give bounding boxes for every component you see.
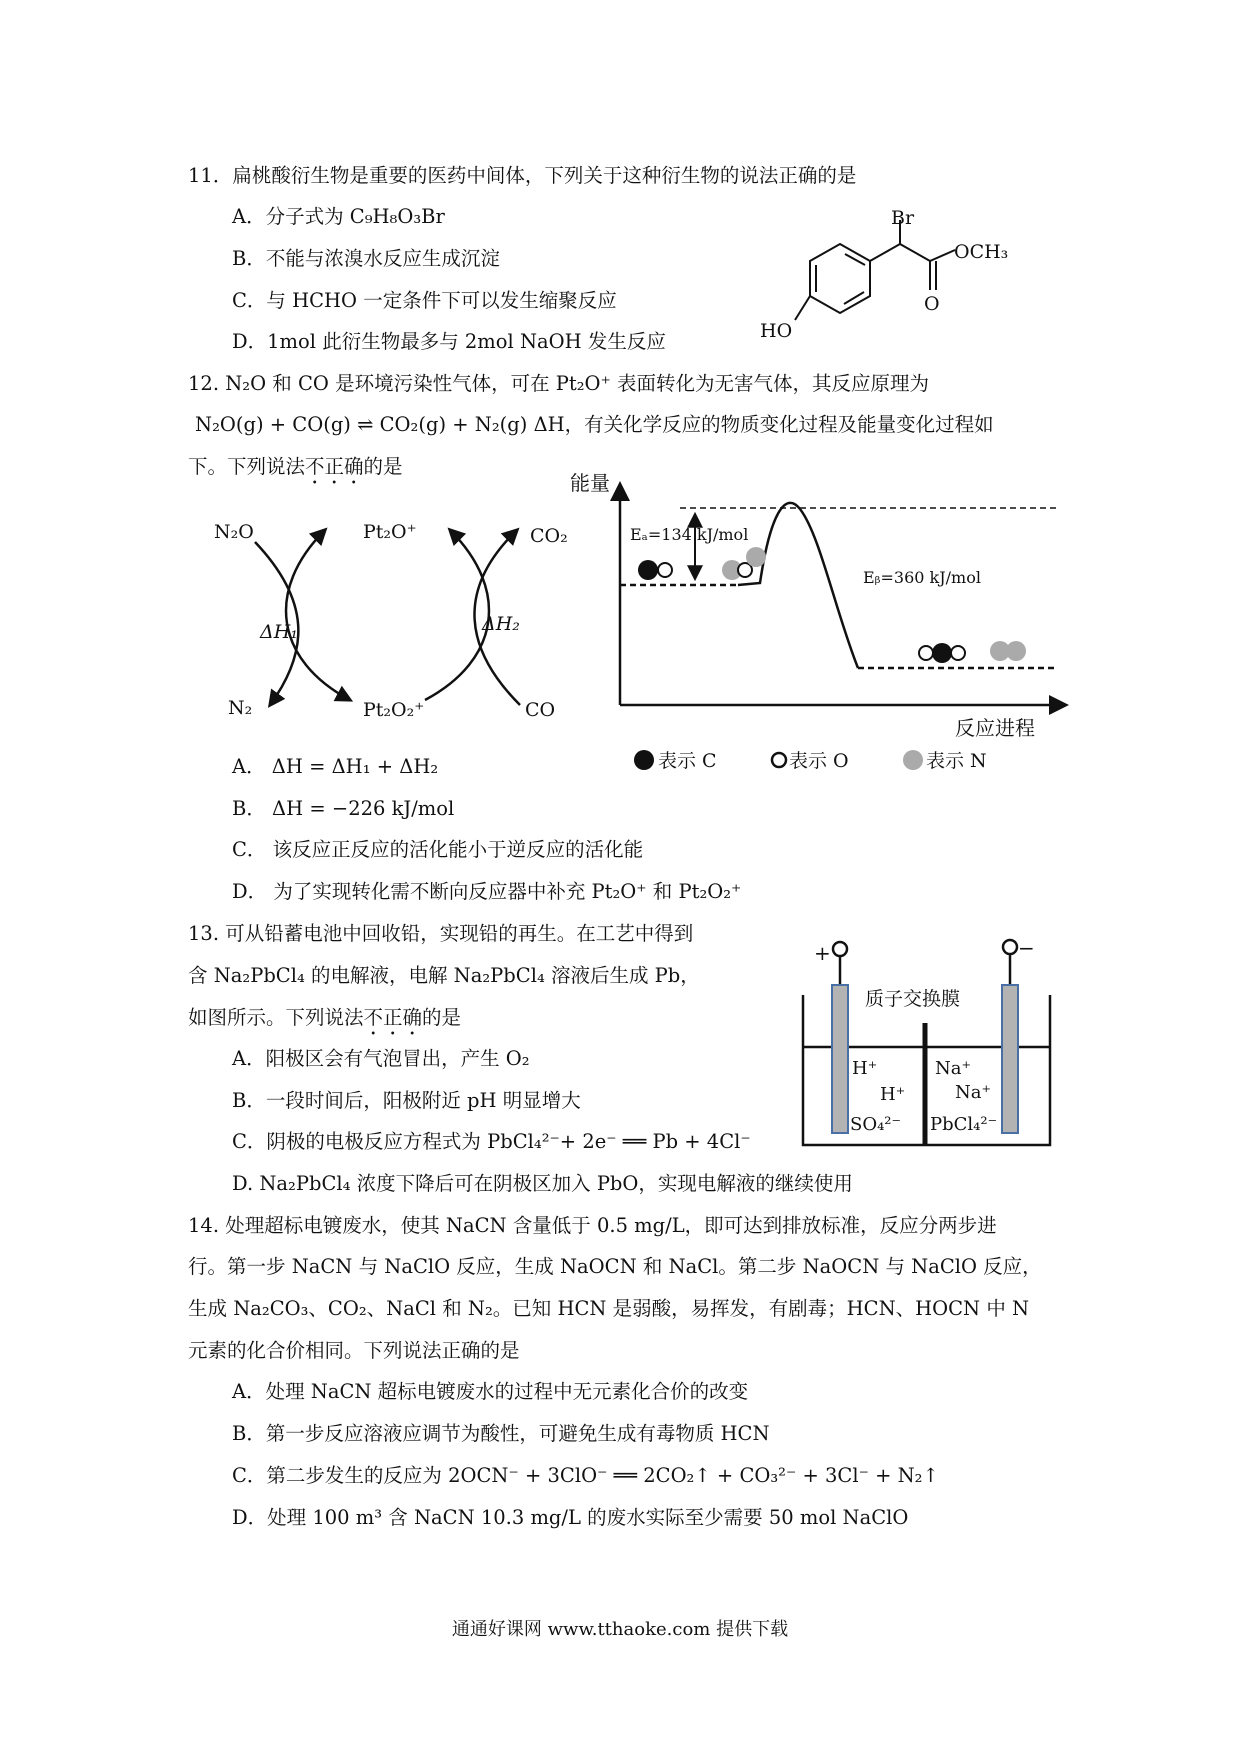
cycle-n2-label: N₂ <box>228 697 253 719</box>
cycle-dh1-label: ΔH₁ <box>260 621 298 643</box>
q11-stem: 11．扁桃酸衍生物是重要的医药中间体，下列关于这种衍生物的说法正确的是 <box>188 164 857 187</box>
structure-o-label: O <box>924 293 940 315</box>
q11-option-b: B．不能与浓溴水反应生成沉淀 <box>232 247 500 270</box>
anode-terminal <box>833 942 847 956</box>
molecule-n2o-o <box>738 563 752 577</box>
q14-stem-line1: 14. 处理超标电镀废水，使其 NaCN 含量低于 0.5 mg/L，即可达到排放标准，反应分两步进 <box>188 1214 997 1237</box>
cathode-terminal <box>1003 940 1017 954</box>
anode-plus-sign: + <box>814 941 831 965</box>
cathode-minus-sign: − <box>1018 936 1035 960</box>
q12-equation-line: N₂O(g) + CO(g) ⇌ CO₂(g) + N₂(g) ΔH，有关化学反应的物质变化过程及能量变化过程如 <box>195 413 994 436</box>
q13-stem-line2: 含 Na₂PbCl₄ 的电解液，电解 Na₂PbCl₄ 溶液后生成 Pb， <box>188 964 700 987</box>
q13-stem-line3: 如图所示。下列说法不正确的是 <box>188 1006 462 1029</box>
membrane-label: 质子交换膜 <box>865 988 961 1010</box>
legend-o-marker <box>772 753 786 767</box>
legend-c-marker <box>634 750 654 770</box>
q13-electrolysis-cell <box>800 935 1060 1150</box>
legend-c-label: 表示 C <box>658 750 717 772</box>
q11-structure-diagram <box>750 207 1030 350</box>
molecule-n2-n2 <box>1006 641 1026 661</box>
q14-option-a: A．处理 NaCN 超标电镀废水的过程中无元素化合价的改变 <box>232 1380 749 1403</box>
legend-n-marker <box>903 750 923 770</box>
q13-option-c: C．阴极的电极反应方程式为 PbCl₄²⁻+ 2e⁻ ══ Pb + 4Cl⁻ <box>232 1130 751 1153</box>
ion-h-1: H⁺ <box>852 1058 878 1079</box>
q14-option-d: D．处理 100 m³ 含 NaCN 10.3 mg/L 的废水实际至少需要 50 mol NaClO <box>232 1506 909 1529</box>
q12-emphasis-not-correct: 不正确 <box>305 455 364 478</box>
q14-stem-line2: 行。第一步 NaCN 与 NaClO 反应，生成 NaOCN 和 NaCl。第二步 NaOCN 与 NaClO 反应， <box>188 1255 1042 1278</box>
cycle-pt2o-label: Pt₂O⁺ <box>363 521 417 543</box>
cycle-n2o-label: N₂O <box>214 521 254 543</box>
q14-option-c: C．第二步发生的反应为 2OCN⁻ + 3ClO⁻ ══ 2CO₂↑ + CO₃²⁻ + 3Cl⁻ + N₂↑ <box>232 1464 939 1487</box>
structure-ho-label: HO <box>760 320 793 342</box>
structure-och3-label: OCH₃ <box>954 241 1009 263</box>
cycle-co2-label: CO₂ <box>530 525 568 547</box>
q14-option-b: B．第一步反应溶液应调节为酸性，可避免生成有毒物质 HCN <box>232 1422 770 1445</box>
q13-stem-line1: 13. 可从铅蓄电池中回收铅，实现铅的再生。在工艺中得到 <box>188 922 694 945</box>
q12-option-a: A． ΔH = ΔH₁ + ΔH₂ <box>232 755 439 778</box>
ion-so4: SO₄²⁻ <box>850 1114 902 1135</box>
q12-stem-line1: 12. N₂O 和 CO 是环境污染性气体，可在 Pt₂O⁺ 表面转化为无害气体，其反应原理为 <box>188 372 930 395</box>
energy-curve <box>738 503 858 668</box>
ion-na-1: Na⁺ <box>935 1058 971 1079</box>
molecule-co2-o1 <box>919 646 933 660</box>
q13-option-a: A．阳极区会有气泡冒出，产生 O₂ <box>232 1047 530 1070</box>
energy-x-label: 反应进程 <box>955 716 1035 740</box>
q12-cycle-diagram <box>200 510 580 730</box>
q12-option-d: D． 为了实现转化需不断向反应器中补充 Pt₂O⁺ 和 Pt₂O₂⁺ <box>232 880 742 903</box>
q14-stem-line3: 生成 Na₂CO₃、CO₂、NaCl 和 N₂。已知 HCN 是弱酸，易挥发，有剧毒；HCN、HOCN 中 N <box>188 1297 1030 1320</box>
q11-option-d: D．1mol 此衍生物最多与 2mol NaOH 发生反应 <box>232 330 666 353</box>
q12-energy-diagram <box>560 471 1080 775</box>
molecule-co-c <box>638 560 658 580</box>
q11-option-a: A．分子式为 C₉H₈O₃Br <box>232 205 445 228</box>
q13-option-b: B．一段时间后，阳极附近 pH 明显增大 <box>232 1089 581 1112</box>
molecule-co-o <box>658 563 672 577</box>
ion-na-2: Na⁺ <box>955 1082 991 1103</box>
molecule-co2-o2 <box>951 646 965 660</box>
q12-option-b: B． ΔH = −226 kJ/mol <box>232 797 455 820</box>
molecule-n2o-n2 <box>746 547 766 567</box>
q12-stem-line3: 下。下列说法不正确的是 <box>188 455 403 478</box>
q13-emphasis-not-correct: 不正确 <box>363 1006 423 1029</box>
q13-option-d: D. Na₂PbCl₄ 浓度下降后可在阴极区加入 PbO，实现电解液的继续使用 <box>232 1172 853 1195</box>
q11-option-c: C．与 HCHO 一定条件下可以发生缩聚反应 <box>232 289 617 312</box>
q12-option-c: C． 该反应正反应的活化能小于逆反应的活化能 <box>232 838 644 861</box>
ion-pbcl4: PbCl₄²⁻ <box>930 1114 998 1135</box>
energy-y-label: 能量 <box>570 471 610 495</box>
structure-br-label: Br <box>891 207 915 229</box>
cathode-electrode <box>1002 985 1018 1133</box>
ion-h-2: H⁺ <box>880 1084 906 1105</box>
eb-label: Eᵦ=360 kJ/mol <box>863 568 981 587</box>
page-footer: 通通好课网 www.tthaoke.com 提供下载 <box>451 1619 789 1640</box>
molecule-co2-c <box>932 643 952 663</box>
legend-n-label: 表示 N <box>926 750 987 772</box>
anode-electrode <box>832 985 848 1133</box>
cycle-dh2-label: ΔH₂ <box>482 613 520 635</box>
legend-o-label: 表示 O <box>789 750 849 772</box>
q14-stem-line4: 元素的化合价相同。下列说法正确的是 <box>188 1339 520 1362</box>
ea-label: Eₐ=134 kJ/mol <box>630 525 749 544</box>
cycle-pt2o2-label: Pt₂O₂⁺ <box>363 699 425 721</box>
cycle-co-label: CO <box>525 699 556 721</box>
